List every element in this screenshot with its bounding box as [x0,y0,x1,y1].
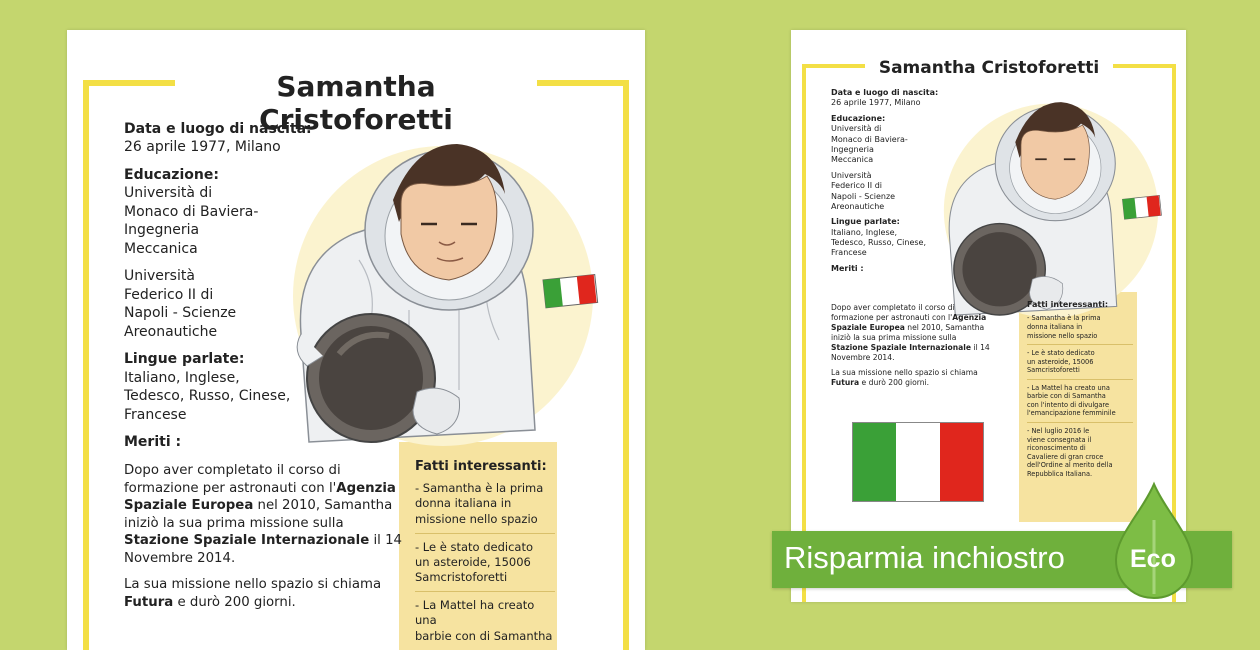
bold-text: Spaziale Europea [831,323,905,333]
flag-green-stripe [853,423,896,501]
education2-line: Napoli - Scienze [124,305,237,322]
languages-line: Tedesco, Russo, Cinese, [831,238,927,248]
bold-text: Futura [124,594,174,610]
languages-label: Lingue parlate: [831,217,900,227]
merits-label: Meriti : [124,434,182,451]
text-span: La sua missione nello spazio si chiama [124,577,382,593]
education-line: Monaco di Baviera- [124,203,259,220]
birth-label: Data e luogo di nascita: [831,88,939,97]
languages-line: Italiano, Inglese, [831,227,898,237]
education-line: Ingegneria [124,222,200,239]
education2-line: Università [831,170,872,180]
text-span: il 14 [369,533,402,549]
fact-item [1027,422,1133,482]
fact-line: Cavaliere di gran croce [1027,452,1104,461]
worksheet-page-large [67,30,645,650]
fact-item [1027,314,1133,344]
fact-item [415,481,555,533]
rich-text-line [124,497,404,515]
text-span: Novembre 2014. [831,353,895,363]
birth-value: 26 aprile 1977, Milano [831,98,921,108]
education-line: Università di [831,124,882,134]
rich-text-line [831,333,1021,343]
merits-text [124,462,404,611]
eco-drop-icon [1112,480,1196,600]
text-span: Dopo aver completato il corso di [831,303,955,312]
education2-line: Areonautiche [831,201,885,211]
text-span: Dopo aver completato il corso di [124,463,341,478]
fact-line: missione nello spazio [1027,331,1098,340]
education2-line: Federico II di [124,286,214,303]
text-span: nel 2010, Samantha [253,498,393,514]
rich-text-line [831,368,1021,378]
rich-text-line [124,515,404,533]
facts-title: Fatti interessanti: [1027,300,1109,309]
text-span: e durò 200 giorni. [173,594,296,610]
fact-line: - Le è stato dedicato [415,539,534,554]
fact-line: Samcristoforetti [415,570,508,585]
bio-column [124,120,384,452]
fact-line: donna italiana in [415,496,512,511]
languages-line: Italiano, Inglese, [124,369,240,386]
education-line: Meccanica [124,240,198,257]
fact-item [415,533,555,592]
text-span: e durò 200 giorni. [859,378,930,388]
merits-text [831,303,1021,388]
fact-line: - Samantha è la prima [415,481,544,496]
rich-text-line [124,532,404,550]
bold-text: Agenzia [336,480,396,496]
languages-line: Francese [831,248,867,258]
flag-red-stripe [940,423,983,501]
bold-text: Agenzia [952,313,987,323]
rich-text-line [831,353,1021,363]
text-span: formazione per astronauti con l' [831,313,953,323]
page-title: Samantha Cristoforetti [865,56,1113,80]
languages-line: Tedesco, Russo, Cinese, [124,388,291,405]
fact-line: Repubblica Italiana. [1027,469,1093,478]
fact-line: - Samantha è la prima [1027,314,1101,323]
fact-line: - La Mattel ha creato una [1027,383,1110,392]
birth-value: 26 aprile 1977, Milano [124,139,281,156]
rich-text-line [124,576,404,594]
fact-line: Samcristoforetti [1027,366,1080,375]
education-line: Università di [124,185,213,202]
fact-line: barbie con di Samantha [415,628,553,643]
education-line: Meccanica [831,155,874,165]
rich-text-line [124,550,404,568]
fact-line: - Le è stato dedicato [1027,349,1095,358]
flag-white-stripe [896,423,939,501]
bold-text: Futura [831,378,860,388]
education-line: Monaco di Baviera- [831,134,908,144]
fact-line: donna italiana in [1027,322,1083,331]
rich-text-line [831,323,1021,333]
eco-banner-text: Risparmia inchiostro [784,540,1065,575]
education-label: Educazione: [831,113,886,123]
bold-text: Stazione Spaziale Internazionale [124,533,370,549]
fact-line: barbie con di Samantha [1027,392,1106,401]
fact-line: un asteroide, 15006 [1027,357,1094,366]
rich-text-line [831,313,1021,323]
fact-item [415,591,555,650]
fact-item [1027,344,1133,379]
fact-line: l'emancipazione femminile [1027,409,1116,418]
astronaut-illustration [941,92,1141,318]
rich-text-line [831,303,1021,313]
bold-text: Spaziale Europea [124,498,254,514]
eco-badge-label: Eco [1130,545,1176,573]
text-span: La sua missione nello spazio si chiama [831,368,978,378]
page-title: Samantha Cristoforetti [175,66,537,140]
education2-line: Università [124,268,195,285]
education-line: Ingegneria [831,144,874,154]
rich-text-line [124,594,404,612]
bio-column [831,88,971,274]
languages-label: Lingue parlate: [124,351,245,368]
birth-label: Data e luogo di nascita: [124,121,312,137]
fact-line: viene consegnata il [1027,435,1092,444]
italy-flag [852,422,984,502]
fact-line: - Nel luglio 2016 le [1027,427,1090,436]
text-span: iniziò la sua prima missione sulla [831,333,957,343]
text-span: Novembre 2014. [124,550,236,566]
fact-line: un asteroide, 15006 [415,554,531,569]
education2-line: Napoli - Scienze [831,191,896,201]
education2-line: Areonautiche [124,323,218,340]
rich-text-line [124,480,404,498]
text-span: formazione per astronauti con l' [124,480,337,496]
fact-line: - La Mattel ha creato una [415,598,535,628]
fact-line: riconoscimento di [1027,444,1086,453]
merits-label: Meriti : [831,263,864,273]
rich-text-line [831,378,1021,388]
rich-text-line [831,343,1021,353]
languages-line: Francese [124,406,187,423]
fact-item [1027,379,1133,422]
text-span: il 14 [971,343,990,353]
education2-line: Federico II di [831,181,882,191]
facts-list [415,458,555,650]
rich-text-line [124,462,404,480]
text-span: nel 2010, Samantha [904,323,985,333]
education-label: Educazione: [124,166,219,183]
fact-line: dell'Ordine al merito della [1027,461,1113,470]
facts-title: Fatti interessanti: [415,459,547,474]
fact-line: missione nello spazio [415,511,538,526]
bold-text: Stazione Spaziale Internazionale [831,343,972,353]
fact-line: con l'intento di divulgare [1027,400,1110,409]
facts-list [1027,300,1133,482]
text-span: iniziò la sua prima missione sulla [124,515,344,531]
